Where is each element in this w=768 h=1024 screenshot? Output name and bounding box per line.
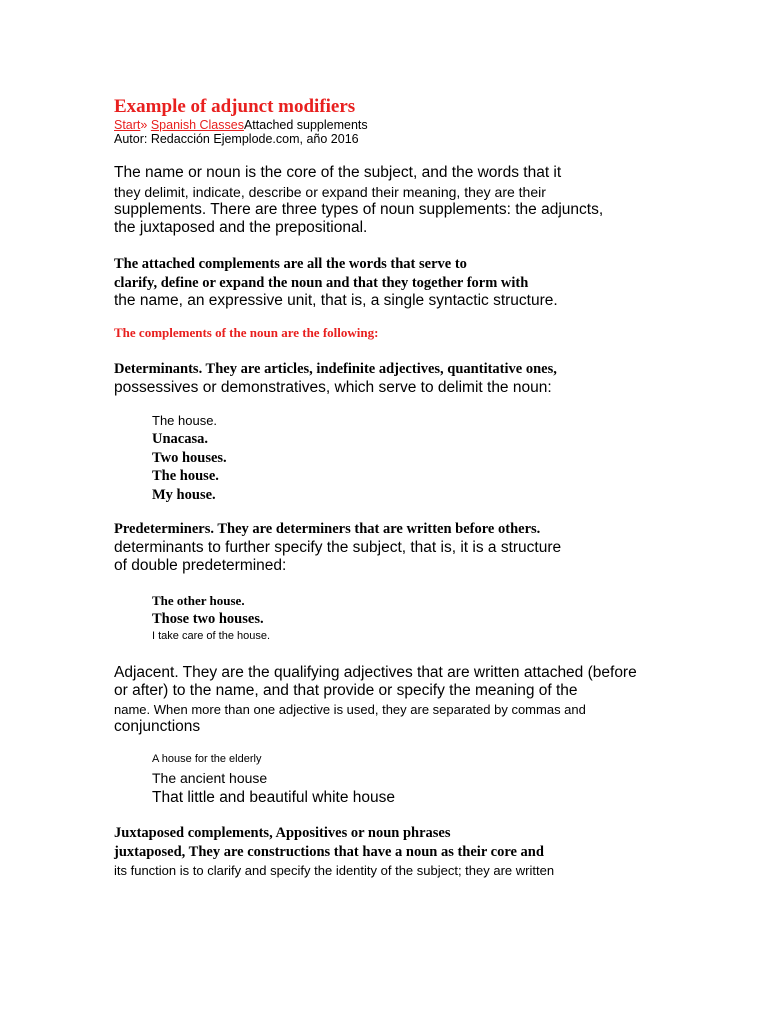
breadcrumb-start-link[interactable]: Start — [114, 118, 141, 132]
example-item: The house. — [152, 468, 219, 484]
adjacent-line: conjunctions — [114, 717, 201, 735]
example-item: Those two houses. — [152, 611, 264, 627]
example-item: Two houses. — [152, 449, 227, 466]
adjacent-examples — [152, 751, 395, 808]
example-item: Unacasa. — [152, 431, 208, 447]
predeterminers-line: Predeterminers. They are determiners that are written before others. — [114, 521, 541, 537]
example-item: My house. — [152, 486, 216, 503]
predeterminers-paragraph — [114, 520, 561, 576]
predeterminers-examples — [152, 592, 270, 643]
intro-line: The name or noun is the core of the subject, and the words that it — [114, 164, 562, 181]
adjacent-line: name. When more than one adjective is used, they are separated by commas and — [114, 701, 586, 717]
adjacent-paragraph — [114, 663, 637, 736]
example-item: The other house. — [152, 593, 245, 608]
breadcrumb — [114, 118, 368, 132]
example-item: A house for the elderly — [152, 753, 262, 765]
complements-heading: The complements of the noun are the following: — [114, 325, 379, 340]
author-line: Autor: Redacción Ejemplode.com, año 2016 — [114, 132, 359, 146]
attached-line: clarify, define or expand the noun and that they together form with — [114, 274, 529, 291]
breadcrumb-current: Attached supplements — [243, 118, 368, 132]
predeterminers-line: determinants to further specify the subject, that is, it is a structure — [114, 538, 562, 556]
adjacent-line: or after) to the name, and that provide or specify the meaning of the — [114, 682, 578, 699]
juxtaposed-line: its function is to clarify and specify the identity of the subject; they are written — [114, 862, 555, 878]
determinants-paragraph — [114, 360, 557, 397]
example-item: The ancient house — [152, 770, 268, 786]
juxtaposed-line: Juxtaposed complements, Appositives or noun phrases — [114, 825, 451, 841]
example-item: The house. — [152, 413, 218, 428]
page-title: Example of adjunct modifiers — [114, 96, 356, 117]
juxtaposed-paragraph — [114, 823, 554, 879]
attached-line: the name, an expressive unit, that is, a single syntactic structure. — [114, 292, 558, 309]
attached-line: The attached complements are all the words that serve to — [114, 256, 467, 272]
determinants-examples — [152, 412, 227, 504]
breadcrumb-separator: » — [140, 118, 148, 132]
example-item: That little and beautiful white house — [152, 789, 395, 806]
breadcrumb-section-link[interactable]: Spanish Classes — [150, 118, 244, 132]
adjacent-line: Adjacent. They are the qualifying adjectives that are written attached (before — [114, 664, 637, 681]
determinants-line: possessives or demonstratives, which serve to delimit the noun: — [114, 378, 552, 396]
determinants-line: Determinants. They are articles, indefinite adjectives, quantitative ones, — [114, 361, 557, 377]
intro-line: supplements. There are three types of noun supplements: the adjuncts, — [114, 200, 604, 218]
intro-line: the juxtaposed and the prepositional. — [114, 219, 368, 236]
document-header — [114, 96, 368, 147]
predeterminers-line: of double predetermined: — [114, 557, 287, 574]
intro-line: they delimit, indicate, describe or expand their meaning, they are their — [114, 183, 546, 200]
intro-paragraph — [114, 164, 603, 238]
attached-paragraph — [114, 255, 558, 311]
example-item: I take care of the house. — [152, 629, 271, 642]
juxtaposed-line: juxtaposed, They are constructions that have a noun as their core and — [114, 844, 544, 860]
